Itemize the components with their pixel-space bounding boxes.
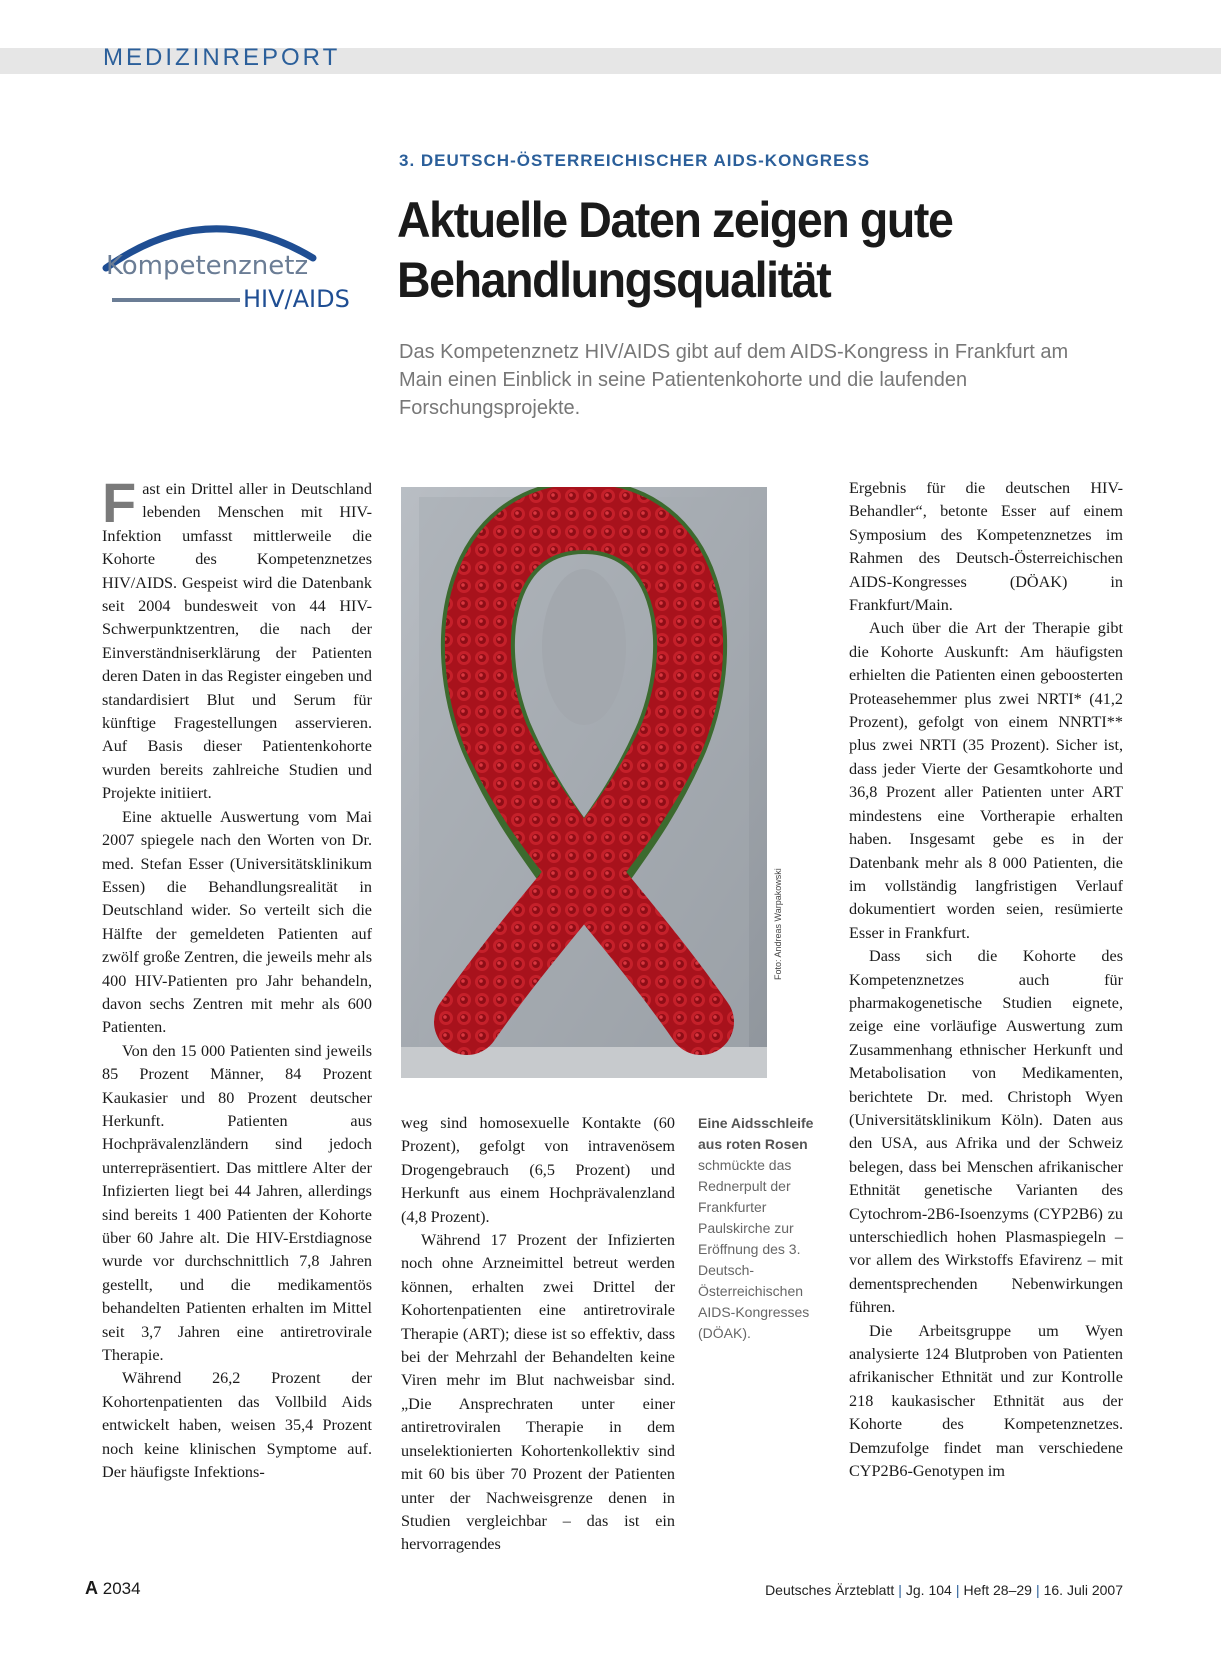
journal-date: 16. Juli 2007 <box>1043 1582 1123 1598</box>
article-lead: Das Kompetenznetz HIV/AIDS gibt auf dem AIDS-Kongress in Frankfurt am Main einen Einblick in seine Patientenkohorte und die laufenden Forschungsprojekte. <box>399 341 1069 419</box>
aids-ribbon-photo <box>401 487 767 1078</box>
drop-cap: F <box>102 471 137 534</box>
paragraph: Während 26,2 Prozent der Kohortenpatienten das Vollbild Aids entwickelt haben, weisen 35,4 Prozent noch keine klinischen Symptome auf. Der häufigste Infektions- <box>102 1369 372 1482</box>
paragraph: Von den 15 000 Patienten sind jeweils 85 Prozent Männer, 84 Prozent Kaukasier und 80 Prozent deutscher Herkunft. Patienten aus Hochprävalenzländern sind jedoch unterrepräsentiert. Das mittlere Alter der Infizierten liegt bei 44 Jahren, allerdings sind bereits 1 400 Patienten der Kohorte über 60 Jahre alt. Die HIV-Erstdiagnose wurde vor durchschnittlich 7,8 Jahren gestellt, und die medikamentös behandelten Patienten erhalten im Mittel seit 3,7 Jahren eine antiretrovirale Therapie. <box>102 1041 372 1365</box>
caption-text: schmückte das Rednerpult der Frankfurter Paulskirche zur Eröffnung des 3. Deutsch-Österreichischen AIDS-Kongresses (DÖAK). <box>698 1157 810 1341</box>
text-column-3 <box>849 477 1123 1483</box>
paragraph: Eine aktuelle Auswertung vom Mai 2007 spiegele nach den Worten von Dr. med. Stefan Esser (Universitätsklinikum Essen) die Behandlungsrealität in Deutschland wider. So verteilt sich die Hälfte der gemeldeten Patienten auf zwölf große Zentren, die jeweils mehr als 400 HIV-Patienten pro Jahr behandeln, davon sechs Zentren mit mehr als 600 Patienten. <box>102 807 372 1037</box>
paragraph: Während 17 Prozent der Infizierten noch ohne Arzneimittel betreut werden können, erhalten zwei Drittel der Kohortenpatienten eine antiretrovirale Therapie (ART); diese ist so effektiv, dass bei der Mehrzahl der Behandelten keine Viren mehr im Blut nachweisbar sind. „Die Ansprechraten unter einer antiretroviralen Therapie in dem unselektionierten Kohortenkollektiv sind mit 60 bis über 70 Prozent der Patienten unter der Nachweisgrenze denen in Studien vergleichbar – das ist ein hervorragendes <box>401 1231 675 1554</box>
logo-line2: HIV/AIDS <box>243 285 350 313</box>
journal-name: Deutsches Ärzteblatt <box>765 1582 895 1598</box>
logo-line1: Kompetenznetz <box>106 251 309 281</box>
photo-credit: Foto: Andreas Warpakowski <box>773 868 783 980</box>
paragraph: Fast ein Drittel aller in Deutschland lebenden Menschen mit HIV-Infektion umfasst mittlerweile die Kohorte des Kompetenznetzes HIV/AIDS. Gespeist wird die Datenbank seit 2004 bundesweit von 44 HIV-Schwerpunktzentren, die nach der Einverständniserklärung der Patienten deren Daten in das Register eingeben und standardisiert Blut und Serum für künftige Fragestellungen asservieren. Auf Basis dieser Patientenkohorte wurden bereits zahlreiche Studien und Projekte initiiert. <box>102 471 372 803</box>
text-column-1 <box>102 471 372 1484</box>
page-number: A 2034 <box>85 1578 141 1598</box>
journal-issue: Heft 28–29 <box>963 1582 1032 1598</box>
photo-caption <box>698 1113 833 1344</box>
paragraph: weg sind homosexuelle Kontakte (60 Prozent), gefolgt von intravenösem Drogengebrauch (6,5 Prozent) und Herkunft aus einem Hochprävalenzland (4,8 Prozent). <box>401 1114 675 1226</box>
paragraph: Ergebnis für die deutschen HIV-Behandler“, betonte Esser auf einem Symposium des Kompetenznetzes im Rahmen des Deutsch-Österreichischen AIDS-Kongresses (DÖAK) in Frankfurt/Main. <box>849 479 1123 615</box>
text-column-2 <box>401 1112 675 1557</box>
caption-title: Eine Aidsschleife aus roten Rosen <box>698 1115 814 1152</box>
article-kicker: 3. DEUTSCH-ÖSTERREICHISCHER AIDS-KONGRESS <box>399 151 871 170</box>
kompetenznetz-logo <box>98 200 378 330</box>
journal-volume: Jg. 104 <box>905 1582 952 1598</box>
section-label: MEDIZINREPORT <box>103 44 341 71</box>
journal-info: Deutsches Ärzteblatt | Jg. 104 | Heft 28–29 | 16. Juli 2007 <box>765 1582 1123 1598</box>
paragraph: Auch über die Art der Therapie gibt die Kohorte Auskunft: Am häufigsten erhielten die Patienten einen geboosterten Proteasehemmer plus zwei NRTI* (41,2 Prozent), gefolgt von einem NNRTI** plus zwei NRTI (35 Prozent). Sicher ist, dass jeder Vierte der Gesamtkohorte und 36,8 Prozent aller Patienten unter ART mindestens eine Vortherapie erhalten haben. Insgesamt gebe es in der Datenbank mehr als 8 000 Patienten, die im vollständig langfristigen Verlauf dokumentiert worden seien, resümierte Esser in Frankfurt. <box>849 619 1123 942</box>
article-title: Aktuelle Daten zeigen gute Behandlungsqualität <box>397 192 953 308</box>
paragraph: Die Arbeitsgruppe um Wyen analysierte 124 Blutproben von Patienten afrikanischer Ethnität und zur Kontrolle 218 kaukasischer Ethnität aus der Kohorte des Kompetenznetzes. Demzufolge findet man verschiedene CYP2B6-Genotypen im <box>849 1321 1123 1481</box>
paragraph: Dass sich die Kohorte des Kompetenznetzes auch für pharmakogenetische Studien eignete, zeige eine vorläufige Auswertung zum Zusammenhang ethnischer Herkunft und Metabolisation von Medikamenten, berichtete Dr. med. Christoph Wyen (Universitätsklinikum Köln). Daten aus den USA, aus Afrika und der Schweiz belegen, dass bei Menschen afrikanischer Ethnität genetische Varianten des Cytochrom-2B6-Isoenzyms (CYP2B6) zu unterschiedlich hohen Plasmaspiegeln – vor allem des Wirkstoffs Efavirenz – mit dementsprechenden Nebenwirkungen führen. <box>849 947 1123 1317</box>
